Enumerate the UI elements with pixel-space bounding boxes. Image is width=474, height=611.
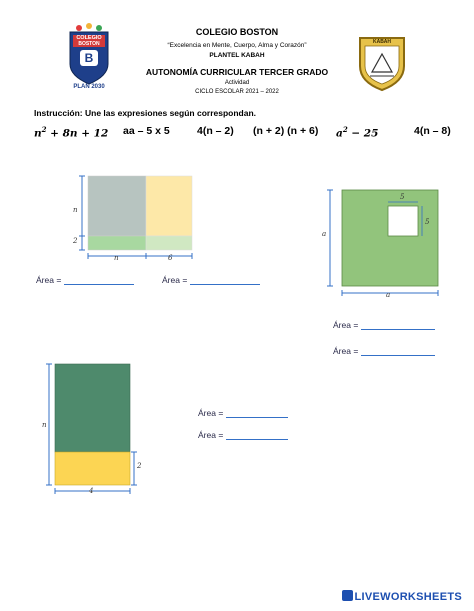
fig3-area-answer-1 (198, 408, 288, 418)
fig1-dim-2: 2 (73, 237, 78, 245)
area-label: Área = (333, 346, 359, 356)
fig2-area-answer-2 (333, 346, 435, 356)
page-title: AUTONOMÍA CURRICULAR TERCER GRADO (145, 67, 329, 77)
logo-right-top: KABAH (372, 39, 392, 45)
school-motto: “Excelencia en Mente, Cuerpo, Alma y Corazón” (167, 42, 307, 49)
area-blank[interactable] (361, 346, 435, 356)
expr5-exponent: 2 (342, 125, 348, 134)
expr5-base: a (336, 127, 343, 140)
liveworksheets-logo-icon (342, 590, 353, 601)
expression-3[interactable]: 4(n – 2) (197, 125, 234, 137)
figure-rectangle-1 (70, 170, 200, 265)
fig2-area-answer-1 (333, 320, 435, 330)
fig1-dim-6: 6 (168, 254, 173, 262)
fig3-dim-n: n (42, 421, 47, 429)
fig2-dim-5-right: 5 (425, 218, 430, 226)
fig3-dim-2: 2 (137, 462, 142, 470)
area-label: Área = (162, 275, 188, 285)
expression-6[interactable]: 4(n – 8) (414, 125, 451, 137)
fig1-area-answer-2 (162, 275, 260, 285)
school-cycle: CICLO ESCOLAR 2021 – 2022 (195, 89, 279, 95)
expr1-exponent: 2 (41, 125, 47, 134)
fig3-dim-4: 4 (89, 487, 94, 495)
area-label: Área = (333, 320, 359, 330)
area-blank[interactable] (361, 320, 435, 330)
fig1-dim-n-bottom: n (114, 254, 119, 262)
expression-1[interactable] (34, 125, 108, 140)
logo-left-line1: COLEGIO (76, 35, 102, 41)
fig1-dim-n-left: n (73, 206, 78, 214)
expr1-rest: + 8n + 12 (46, 127, 109, 140)
liveworksheets-brand[interactable] (342, 590, 463, 603)
area-blank[interactable] (190, 275, 260, 285)
fig2-dim-5-top: 5 (400, 193, 405, 201)
figure-rectangle-3 (38, 358, 148, 498)
brand-text: LIVEWORKSHEETS (354, 591, 462, 603)
fig2-dim-a-bottom: a (386, 291, 391, 299)
activity-label: Actividad (224, 80, 250, 86)
fig3-area-answer-2 (198, 430, 288, 440)
fig2-dim-a-left: a (322, 230, 327, 238)
area-label: Área = (36, 275, 62, 285)
expression-5[interactable] (336, 125, 378, 140)
school-name: COLEGIO BOSTON (195, 27, 279, 37)
area-label: Área = (198, 430, 224, 440)
instruction-text: Instrucción: Une las expresiones según correspondan. (34, 108, 257, 118)
area-label: Área = (198, 408, 224, 418)
expression-4[interactable]: (n + 2) (n + 6) (253, 125, 319, 137)
logo-left-plan: PLAN 2030 (73, 84, 105, 90)
plantel-name: PLANTEL KABAH (209, 52, 265, 59)
logo-left-line2: BOSTON (78, 41, 100, 47)
fig1-area-answer-1 (36, 275, 134, 285)
area-blank[interactable] (226, 408, 288, 418)
area-blank[interactable] (226, 430, 288, 440)
expression-2[interactable]: aa – 5 x 5 (123, 125, 170, 137)
expr1-base: n (34, 127, 42, 140)
expr5-rest: − 25 (347, 127, 379, 140)
logo-left-letter: B (84, 51, 94, 65)
area-blank[interactable] (64, 275, 134, 285)
figure-square-2 (322, 186, 446, 302)
